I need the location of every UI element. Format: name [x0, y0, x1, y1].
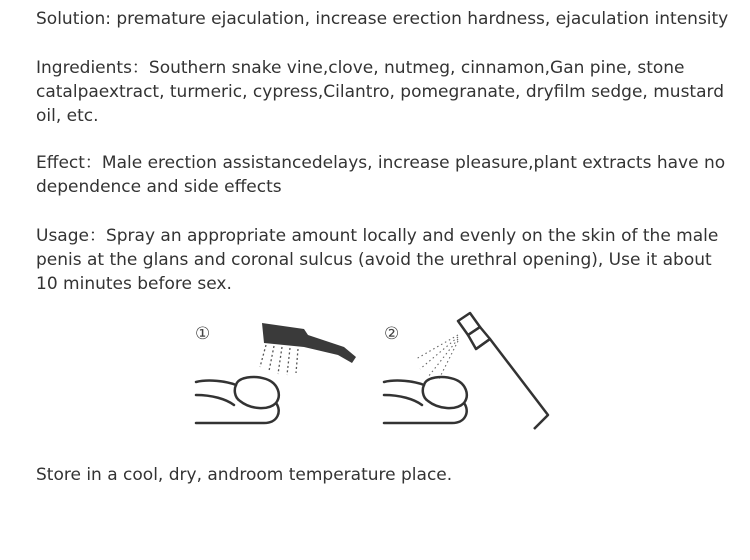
spray-bottle-icon: [416, 313, 548, 429]
spray-nozzle-icon: [260, 323, 356, 375]
step-2-illustration: [378, 305, 558, 430]
usage-text: Usage：Spray an appropriate amount locally and evenly on the skin of the male penis at the glans and coronal sulcus (avoid the urethral opening), Use it about 10 minutes before sex.: [36, 226, 719, 294]
step-2-number: ②: [384, 324, 400, 344]
solution-text: Solution: premature ejaculation, increase erection hardness, ejaculation intensity: [36, 9, 729, 29]
ingredients-text: Ingredients：Southern snake vine,clove, nutmeg, cinnamon,Gan pine, stone catalpaextract, turmeric, cypress,Cilantro, pomegranate, dryfilm sedge, mustard oil, etc.: [36, 58, 724, 126]
step-1-illustration: [186, 305, 366, 430]
step-1-number: ①: [195, 324, 211, 344]
hand-icon: [196, 377, 279, 423]
hand-icon-2: [384, 377, 467, 423]
storage-text: Store in a cool, dry, androom temperature place.: [36, 465, 453, 485]
effect-text: Effect：Male erection assistancedelays, increase pleasure,plant extracts have no dependence and side effects: [36, 153, 726, 197]
